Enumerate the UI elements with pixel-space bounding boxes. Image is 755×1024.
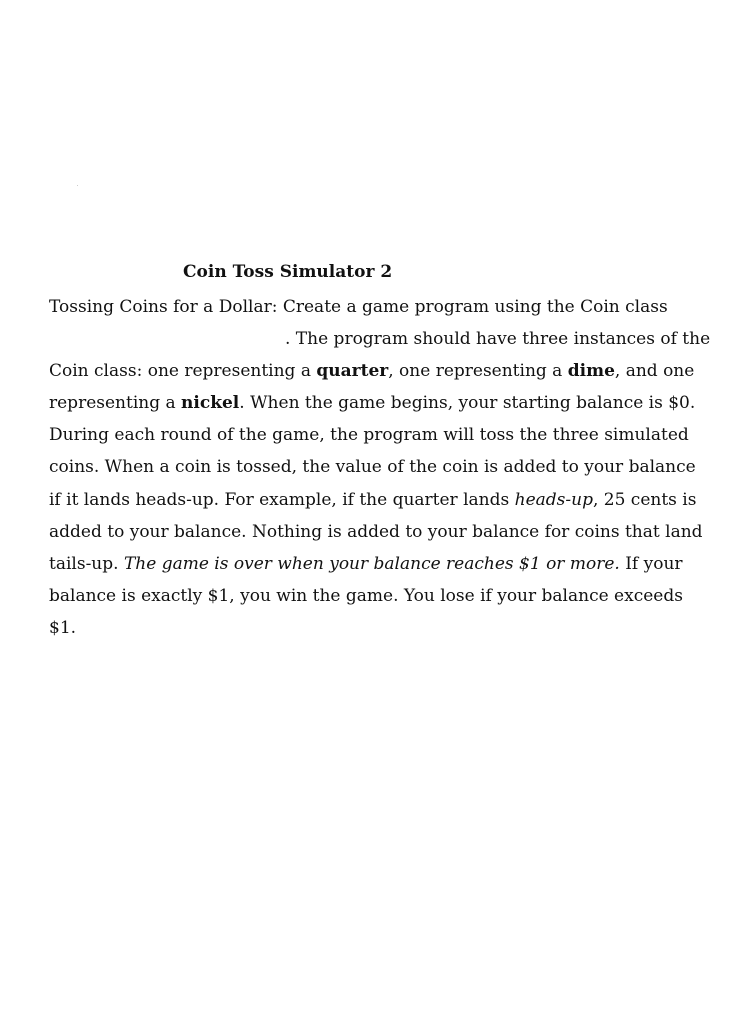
paragraph-line (49, 484, 739, 516)
italic-term-heads-up: heads-up (514, 489, 593, 510)
text-run: , and one (614, 361, 695, 382)
paragraph-line (49, 323, 739, 355)
paragraph-line (49, 612, 739, 644)
bold-term-dime: dime (567, 361, 615, 382)
page-title: Coin Toss Simulator 2 (183, 262, 393, 282)
text-run: tails-up. (49, 553, 124, 574)
text-run: , one representing a (388, 361, 568, 382)
paragraph-line (49, 387, 739, 419)
text-run: added to your balance. Nothing is added to your balance for coins that land (49, 521, 703, 542)
text-run: balance is exactly $1, you win the game. You lose if your balance exceeds (49, 585, 683, 606)
paragraph-line (49, 580, 739, 612)
paragraph-line (49, 516, 739, 548)
bold-term-quarter: quarter (316, 361, 389, 382)
text-run: , 25 cents is (592, 489, 697, 510)
text-run: if it lands heads-up. For example, if the quarter lands (49, 489, 515, 510)
text-run: Coin class: one representing a (49, 361, 317, 382)
text-run: If your (619, 553, 683, 574)
text-run: $1. (49, 617, 77, 638)
text-run: . When the game begins, your starting balance is $0. (239, 393, 696, 414)
paragraph-line (49, 355, 739, 387)
text-run: representing a (49, 393, 182, 414)
paragraph-line (49, 419, 739, 451)
problem-paragraph (49, 291, 739, 644)
paragraph-line (49, 451, 739, 483)
scan-speck (77, 185, 78, 186)
text-run: . The program should have three instances of the (285, 329, 711, 350)
paragraph-line (49, 291, 739, 323)
text-run: coins. When a coin is tossed, the value of the coin is added to your balance (49, 457, 696, 478)
bold-term-nickel: nickel (181, 393, 240, 414)
italic-game-over-rule: The game is over when your balance reaches $1 or more. (123, 553, 620, 574)
text-run: Tossing Coins for a Dollar: Create a game program using the Coin class (49, 297, 668, 317)
paragraph-line (49, 548, 739, 580)
text-run: During each round of the game, the program will toss the three simulated (49, 425, 689, 446)
